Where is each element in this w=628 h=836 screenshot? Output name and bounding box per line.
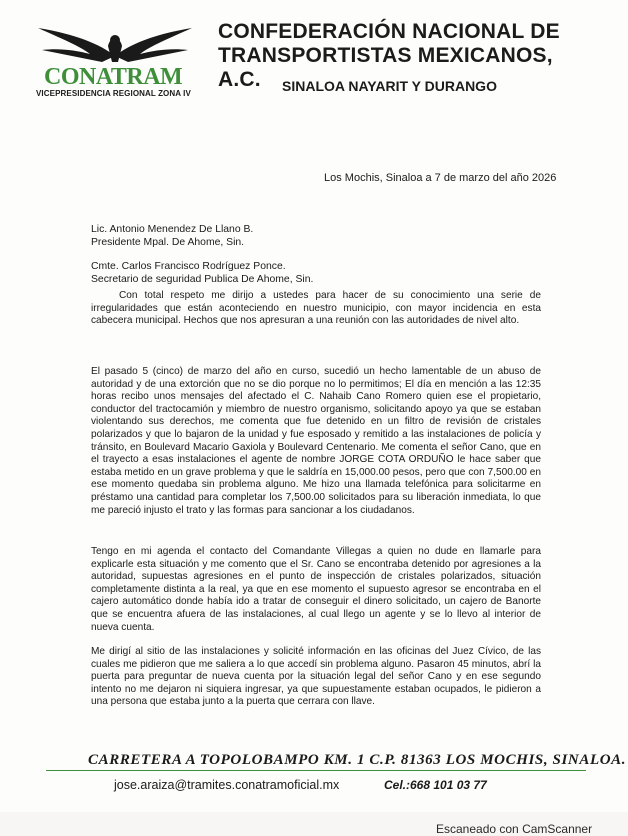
recipient-2-title: Secretario de seguridad Publica De Ahome, Sin. xyxy=(91,274,314,285)
org-name-line2: TRANSPORTISTAS MEXICANOS, A.C. xyxy=(218,44,553,91)
scanner-watermark: Escaneado con CamScanner xyxy=(436,822,593,836)
recipient-1-title: Presidente Mpal. De Ahome, Sin. xyxy=(91,237,245,248)
org-name-line1: CONFEDERACIÓN NACIONAL DE xyxy=(218,20,560,43)
paragraph-incident: El pasado 5 (cinco) de marzo del año en curso, sucedió un hecho lamentable de un abuso de autoridad y de una extorción que no se dio porque no lo permitimos; El día en mención a las 12:35 horas recibo unos mensajes del afectado el C. Nahaib Cano Romero quien ese el propietario, conductor del tractocamión y miembro de nuestro organismo, solicitando apoyo ya que se estaban violentando sus derechos, me comenta que fue detenido en un filtro de revisión de cristales polarizados y que lo bajaron de la unidad y fue esposado y remitido a las instalaciones de policía y tránsito, en Boulevard Macario Gaxiola y Boulevard Centenario. Me comenta el señor Cano, que en el trayecto a esas instalaciones el agente de nombre JORGE COTA ORDUÑO le hace saber que estaba metido en un grave problema y que le saldría en 15,000.00 pesos, pero que con 7,500.00 en ese momento quedaba sin problema alguno. Me hizo una llamada telefónica para solicitarme en préstamo una cantidad para completar los 7,500.00 solicitados para su liberación inmediata, lo que me pareció injusto el trato y las formas para sancionar a los ciudadanos. xyxy=(91,366,541,516)
paragraph-judge: Me dirigí al sitio de las instalaciones y solicité información en las oficinas del Juez Cívico, de las cuales me pidieron que me saliera a lo que accedí sin problema alguno. Pasaron 45 minutos, abrí la puerta para preguntar de nueva cuenta por la situación legal del señor Cano y en ese segundo intento no me dejaron ni siquiera ingresar, ya que supuestamente estaban ocupados, le pidieron a una persona que estaba junto a la puerta que cerrara con llave. xyxy=(91,646,541,708)
footer-phone: Cel.:668 101 03 77 xyxy=(384,778,487,792)
footer-address: CARRETERA A TOPOLOBAMPO KM. 1 C.P. 81363 LOS MOCHIS, SINALOA. xyxy=(88,752,627,768)
footer-email: jose.araiza@tramites.conatramoficial.mx xyxy=(114,778,340,792)
logo-wordmark: CONATRAM xyxy=(44,64,183,90)
region-subtitle: SINALOA NAYARIT Y DURANGO xyxy=(282,78,497,94)
recipient-1 xyxy=(91,223,253,249)
recipient-2-name: Cmte. Carlos Francisco Rodríguez Ponce. xyxy=(91,261,286,272)
vicepresidency-label: VICEPRESIDENCIA REGIONAL ZONA IV xyxy=(36,89,191,98)
footer-divider xyxy=(46,770,586,771)
recipient-2 xyxy=(91,260,313,286)
place-date: Los Mochis, Sinaloa a 7 de marzo del año 2026 xyxy=(324,172,557,184)
paragraph-commander: Tengo en mi agenda el contacto del Comandante Villegas a quien no dude en llamarle para explicarle esta situación y me comento que el Sr. Cano se encontraba detenido por agresiones a la autoridad, supuestas agresiones en el punto de inspección de cristales polarizados, situación completamente distinta a la real, ya que en ese momento el supuesto agresor se encontraba en el cajero automático donde había ido a tratar de conseguir el dinero solicitado, un cajero de Banorte que se encuentra afuera de las instalaciones, al cual llego un agente y se lo llevo al interior de nueva cuenta. xyxy=(91,546,541,633)
paragraph-intro: Con total respeto me dirijo a ustedes para hacer de su conocimiento una serie de irregularidades que están aconteciendo en nuestro municipio, con mayor incidencia en esta cabecera municipal. Hechos que nos apresuran a una reunión con las autoridades de nivel alto. xyxy=(91,290,541,327)
recipient-1-name: Lic. Antonio Menendez De Llano B. xyxy=(91,224,254,235)
